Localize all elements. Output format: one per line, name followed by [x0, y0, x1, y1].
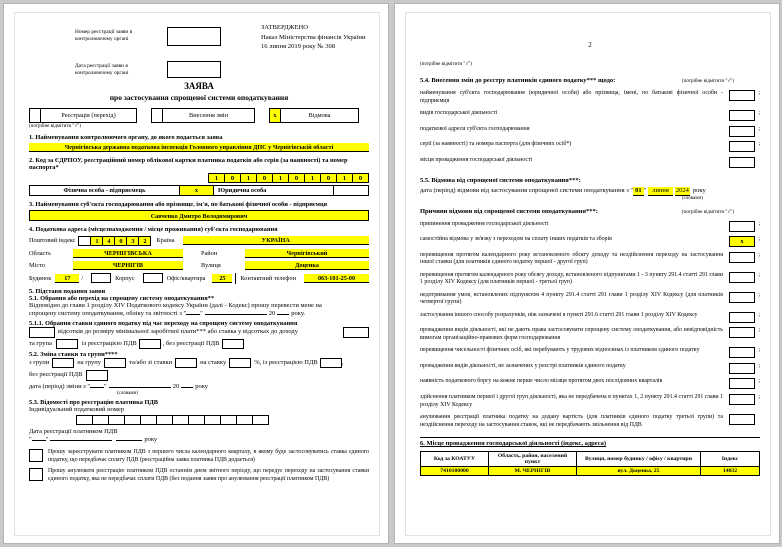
region-field[interactable]: ЧЕРНІГІВСЬКА: [73, 249, 183, 258]
phone-label: Контактний телефон: [240, 274, 297, 282]
office-label: Офіс/квартира: [166, 274, 206, 282]
ipn-digit[interactable]: [204, 415, 221, 425]
vat-day-input[interactable]: [32, 440, 46, 441]
ipn-digit[interactable]: [220, 415, 237, 425]
reason-checkbox[interactable]: [729, 272, 755, 283]
mode-checkbox-row: [29, 108, 369, 123]
postal-digit[interactable]: 1: [90, 236, 103, 246]
s54-item-sep: ;: [758, 110, 760, 116]
reason-checkbox[interactable]: x: [729, 236, 755, 247]
reason-sep: ;: [758, 378, 760, 385]
ipn-digit[interactable]: [236, 415, 253, 425]
reason-checkbox[interactable]: [729, 252, 755, 263]
block-field[interactable]: [143, 273, 163, 283]
house-field[interactable]: 17: [55, 274, 79, 283]
reason-sep: ;: [758, 362, 760, 369]
reason-text: наявність податкового боргу на кожне перше число місяця протягом двох послідовних кварталів: [420, 378, 663, 385]
label-refusal: Відмова: [281, 108, 359, 123]
reason-text: провадження видів діяльності, не зазначених у реєстрі платників єдиного податку: [420, 362, 626, 369]
edrpou-digit[interactable]: 0: [320, 173, 337, 183]
house-label: Будинок: [29, 274, 52, 282]
ipn-digit[interactable]: [252, 415, 269, 425]
reason-text: перевищення протягом календарного року обсягу доходу, встановленого підпунктами 1 - 3 пункту 291.4 статті 291 глави 1 розділу XIV Кодексу (для платників першої - третьої груп): [420, 271, 723, 286]
vat-reg-date-label: Дата реєстрації платником ПДВ: [29, 428, 118, 435]
s52-month-input[interactable]: [109, 387, 171, 388]
s55-month-field[interactable]: липня: [648, 187, 673, 196]
edrpou-digit[interactable]: 0: [352, 173, 369, 183]
section-4-title: 4. Податкова адреса (місцезнаходження / місце проживання) суб'єкта господарювання: [29, 226, 278, 233]
page-number: 2: [588, 41, 592, 49]
reason-text: анулювання реєстрації платника податку на додану вартість (для платників єдиного податку третьої групи) та нездійснення переходу на застосування ставок, які не передбачають звільнення від ПДВ: [420, 413, 723, 428]
vat-option-2-text: Прошу анулювати реєстрацію платником ПДВ останнім днем звітного періоду, що передує переходу на застосування ставки єдиного податку, яка не передбачає сплати ПДВ (без подання заяви про анулювання реєстрації платником ПДВ): [48, 468, 369, 482]
reason-sep: ;: [758, 236, 760, 243]
reason-text: припинення провадження господарської діяльності: [420, 220, 549, 227]
label-amendments: Внесення змін: [163, 108, 255, 123]
reason-item: [420, 347, 760, 358]
street-field[interactable]: Доценка: [245, 261, 369, 270]
s55-slovami-hint: (словами): [682, 196, 703, 202]
country-field[interactable]: УКРАЇНА: [183, 236, 369, 245]
s511-with-vat-input[interactable]: [139, 339, 161, 349]
section-5-4-header: [420, 77, 760, 85]
section-5-5-date-line: [420, 187, 760, 196]
section-5-1-1-title: 5.1.1. Обрання ставки єдиного податку під час переходу на спрощену систему оподаткування: [29, 319, 298, 327]
district-label: Район: [201, 249, 218, 257]
s54-item-checkbox[interactable]: [729, 141, 755, 152]
city-row: [29, 261, 369, 271]
s55-date-quote: ": [643, 187, 647, 195]
s54-item-text: найменування суб'єкта господарювання (юридичної особи) або прізвища, імені, по батькові фізичної особи - підприємця: [420, 89, 723, 104]
s54-item-sep: ;: [758, 141, 760, 147]
taxpayer-name-field[interactable]: Савченко Дмитро Володимирович: [29, 210, 369, 221]
reg-date-field[interactable]: [167, 61, 221, 78]
vat-date-quote-close: ": [45, 436, 49, 444]
col-region: Область, район, населений пункт: [489, 451, 577, 466]
payer-type-table: [29, 185, 369, 196]
reason-text: самостійна відмова у зв'язку з переходом на сплату інших податків та зборів: [420, 236, 612, 243]
section-5-1-1-group-line: [29, 339, 369, 349]
approved-line-3: 16 липня 2019 року № 308: [261, 43, 336, 51]
reason-sep: ;: [758, 327, 760, 334]
approved-line-2: Наказ Міністерства фінансів України: [261, 33, 366, 41]
label-legal-entity: Юридична особа: [214, 186, 334, 195]
business-locations-table: [420, 451, 760, 476]
reason-item: [420, 327, 760, 343]
s52-slovami-hint: (словами): [117, 391, 138, 397]
vat-date-suffix: року: [144, 436, 158, 444]
house-sub-field[interactable]: [91, 273, 111, 283]
s52-to-rate-label: на ставку: [200, 358, 227, 366]
city-label: Місто: [29, 262, 45, 269]
checkbox-amendments[interactable]: [151, 108, 163, 123]
tax-authority-field[interactable]: Чернігівська державна податкова інспекція Головного управління ДПС у Чернігівській області: [29, 143, 369, 152]
section-5-4-hint: (потрібне відмітити "√"): [682, 79, 734, 85]
s54-item: [420, 110, 760, 121]
reason-sep: ;: [758, 220, 760, 227]
s54-item-text: видів господарської діяльності: [420, 110, 498, 116]
section-5-1-text-a: Відповідно до глави 1 розділу XIV Податкового кодексу України (далі - Кодекс) прошу перевести мене на: [29, 302, 322, 309]
mode-hint: (потрібне відмітити "√"): [29, 124, 81, 129]
s52-day-input[interactable]: [90, 387, 104, 388]
checkbox-refusal[interactable]: x: [269, 108, 281, 123]
region-label: Область: [29, 249, 51, 257]
ipn-label: Індивідуальний податковий номер: [29, 405, 124, 413]
approved-line-1: ЗАТВЕРДЖЕНО: [261, 24, 309, 31]
reason-sep: ;: [758, 311, 760, 318]
reason-checkbox[interactable]: [729, 378, 755, 389]
phone-field[interactable]: 063-101-25-00: [304, 274, 369, 283]
ipn-digit[interactable]: [188, 415, 205, 425]
reason-checkbox[interactable]: [729, 221, 755, 232]
table-header-row: [421, 451, 760, 466]
s54-item-checkbox[interactable]: [729, 126, 755, 137]
reason-text: недотримання умов, встановлених підпунктом 4 пункту 291.4 статті 291 глави 1 розділу XIV Кодексу (для платників четвертої групи): [420, 291, 723, 306]
edrpou-digit[interactable]: 0: [224, 173, 241, 183]
reason-sep: ;: [758, 393, 760, 400]
block-label: Корпус: [115, 274, 135, 282]
postal-index-row: [29, 236, 369, 246]
ipn-digit[interactable]: [124, 415, 141, 425]
vat-date-quote-open: ": [29, 436, 32, 444]
s52-with-vat-input[interactable]: [320, 358, 342, 368]
reason-text: застосування іншого способу розрахунків, ніж зазначені в пункті 291.6 статті 291 глави 1 розділу XIV Кодексу: [420, 311, 698, 318]
reason-checkbox[interactable]: [729, 363, 755, 374]
section-5-1-1-text-c: із реєстрацією ПДВ: [81, 339, 137, 347]
s54-item-checkbox[interactable]: [729, 90, 755, 101]
region-row: [29, 248, 369, 258]
s52-no-vat-input[interactable]: [86, 370, 108, 381]
s54-item: [420, 90, 760, 106]
s54-item-checkbox[interactable]: [729, 157, 755, 168]
ipn-digit-row: [77, 415, 369, 425]
reason-text: перевищення чисельності фізичних осіб, які перебувають у трудових відносинах із платником єдиного податку: [420, 347, 700, 354]
cell-region[interactable]: М. ЧЕРНІГІВ: [489, 466, 577, 475]
s51-month-input[interactable]: [205, 314, 267, 315]
s511-group-input[interactable]: [56, 339, 78, 349]
ipn-digit[interactable]: [108, 415, 125, 425]
section-5-1-1-text-a: відсотків до розміру мінімальної заробітної плати*** або ставка у відсотках до доходу: [58, 328, 298, 336]
s55-year-field[interactable]: 2024: [675, 187, 690, 196]
reason-text: провадження видів діяльності, які не дають права застосовувати спрощену систему оподаткування, або невідповідність вимогам організаційно-правових форм господарювання: [420, 327, 723, 342]
edrpou-digit[interactable]: 1: [336, 173, 353, 183]
edrpou-digit[interactable]: 1: [304, 173, 321, 183]
edrpou-digit[interactable]: 0: [256, 173, 273, 183]
ipn-digit[interactable]: [92, 415, 109, 425]
reg-number-field[interactable]: [167, 27, 221, 46]
vat-option-1-text: Прошу зареєструвати платником ПДВ з першого числа календарного кварталу, в якому буде застосовуватись ставка єдиного податку, що передбачає сплату ПДВ (реєстраційна заява платника ПДВ додається): [48, 448, 369, 463]
table-row[interactable]: [421, 466, 760, 475]
form-header: [29, 19, 369, 77]
s52-from-group-label: з групи: [29, 358, 50, 366]
reason-item: [420, 272, 760, 288]
reason-sep: ;: [758, 251, 760, 258]
house-row: Будинок 17 / Корпус Офіс/квартира 25 Контактний телефон 063-101-25-00: [29, 273, 369, 283]
ipn-digit[interactable]: [76, 415, 93, 425]
page-2-sheet: [405, 12, 771, 536]
section-5-4-title: 5.4. Внесення змін до реєстру платників єдиного податку*** щодо:: [420, 77, 616, 84]
reasons-title: Причини відмови від спрощеної системи оподаткування***:: [420, 207, 598, 215]
document-page-2: [394, 3, 780, 544]
edrpou-digit[interactable]: 1: [272, 173, 289, 183]
reason-sep: ;: [758, 291, 760, 298]
reason-item: [420, 221, 760, 232]
s52-year-input[interactable]: [181, 387, 193, 388]
vat-option-1-row: [29, 449, 369, 464]
district-field[interactable]: Чернігівський: [245, 249, 369, 258]
s52-date-prefix: дата (період) зміни з ": [29, 382, 91, 390]
ipn-digit[interactable]: [172, 415, 189, 425]
vat-month-input[interactable]: [50, 440, 112, 441]
reason-sep: ;: [758, 347, 760, 354]
cell-index[interactable]: 14032: [701, 466, 760, 475]
s52-to-group-label: на групу: [77, 358, 102, 366]
edrpou-digit[interactable]: 1: [240, 173, 257, 183]
s511-rate-input[interactable]: [29, 327, 55, 338]
reason-item: [420, 236, 760, 247]
edrpou-digit-row: [29, 173, 369, 183]
section-3-title: 3. Найменування суб'єкта господарювання або прізвище, ім'я, по батькові фізичної особи - підприємця: [29, 201, 328, 208]
s54-item: [420, 141, 760, 152]
section-5-5-title: 5.5. Відмова від спрощеної системи оподаткування***:: [420, 176, 581, 184]
form-subtitle: про застосування спрощеної системи оподаткування: [109, 93, 289, 102]
s55-day-field[interactable]: 01: [633, 187, 644, 196]
section-5-2-line-2: [29, 370, 369, 381]
reason-item: [420, 394, 760, 410]
reason-text: перевищення протягом календарного року встановленого обсягу доходу та нездійснення переходу на застосування іншої ставки (для платників єдиного податку першої - другої груп): [420, 251, 723, 266]
section-5-1-1-rate-line: [29, 327, 369, 338]
s55-date-prefix: дата (період) відмови від застосування спрощеної системи оподаткування з ": [420, 187, 634, 195]
section-5-title: 5. Підстави подання заяви: [29, 288, 106, 295]
s52-date-quote: ": [104, 382, 107, 390]
section-5-1-1-text-b: та група: [29, 339, 52, 347]
edrpou-digit[interactable]: 0: [288, 173, 305, 183]
s54-item: [420, 157, 760, 168]
section-1-title: 1. Найменування контролюючого органу, до якого подається заява: [29, 134, 223, 141]
reason-item: [420, 252, 760, 268]
reg-number-label: Номер реєстрації заяви в контролюючому органі: [75, 29, 133, 43]
section-5-2-line-1: з групи на групу та/або зі ставки на ставку %, із реєстрацією ПДВ ,: [29, 358, 369, 368]
reason-checkbox[interactable]: [729, 347, 755, 358]
s52-from-rate-label: та/або зі ставки: [129, 358, 173, 366]
s54-item: [420, 126, 760, 137]
section-5-1-text-e: року.: [291, 310, 306, 318]
reason-checkbox[interactable]: [729, 394, 755, 405]
form-title: ЗАЯВА: [184, 81, 214, 91]
s52-year-prefix: 20: [172, 382, 180, 390]
edrpou-digit[interactable]: 1: [208, 173, 225, 183]
section-2-title: 2. Код за ЄДРПОУ, реєстраційний номер облікової картки платника податків або серія (за наявності) та номер паспорта*: [29, 157, 348, 171]
postal-digit[interactable]: 0: [114, 236, 127, 246]
s52-from-group-input[interactable]: [52, 358, 74, 368]
s54-item-checkbox[interactable]: [729, 110, 755, 121]
s511-no-vat-input[interactable]: [222, 339, 244, 349]
s54-item-sep: ;: [758, 125, 760, 132]
reasons-header: [420, 208, 760, 216]
vat-reg-date-line: [29, 436, 369, 444]
section-5-2-date-line: [29, 383, 369, 391]
section-5-1-1-text-d: , без реєстрації ПДВ: [162, 339, 220, 347]
approval-block: [261, 23, 365, 52]
s52-from-rate-input[interactable]: [175, 358, 197, 368]
reason-sep: ;: [758, 271, 760, 278]
s52-to-group-input[interactable]: [104, 358, 126, 368]
vat-option-2-row: [29, 468, 369, 483]
col-street: Вулиця, номер будинку / офісу / квартири: [577, 451, 701, 466]
s54-item-sep: ;: [758, 89, 760, 96]
section-5-1-quote: ": [200, 310, 203, 318]
checkbox-vat-register[interactable]: [29, 449, 43, 462]
checkbox-registration[interactable]: [29, 108, 41, 123]
section-5-1-title: 5.1. Обрання або перехід на спрощену систему оподаткування**: [29, 295, 215, 302]
vat-year-input[interactable]: [116, 440, 142, 441]
label-individual-entrepreneur: Фізична особа - підприємець: [30, 186, 180, 195]
s54-item-text: серії (за наявності) та номера паспорта (для фізичних осіб*): [420, 141, 572, 147]
city-field[interactable]: ЧЕРНІГІВ: [73, 261, 183, 270]
s51-day-input[interactable]: [186, 314, 200, 315]
label-registration: Реєстрація (перехід): [41, 108, 137, 123]
reason-checkbox[interactable]: [729, 312, 755, 323]
postal-index-label: Поштовий індекс: [29, 237, 76, 244]
postal-digit[interactable]: 4: [102, 236, 115, 246]
section-6-title: 6. Місце провадження господарської діяльності (індекс, адреса): [420, 440, 607, 448]
street-label: Вулиця: [201, 262, 221, 269]
reason-item: [420, 414, 760, 430]
reason-checkbox[interactable]: [729, 292, 755, 303]
country-label: Країна: [156, 237, 175, 244]
mark-legal-entity[interactable]: [334, 186, 368, 195]
cell-koatuu[interactable]: 7410100000: [421, 466, 489, 475]
col-koatuu: Код за КОАТУУ: [421, 451, 489, 466]
ipn-digit[interactable]: [140, 415, 157, 425]
ipn-digit[interactable]: [156, 415, 173, 425]
s54-item-text: податкової адреси суб'єкта господарювання: [420, 125, 530, 132]
s52-year-suffix: року: [195, 382, 209, 390]
reason-item: [420, 363, 760, 374]
document-page-1: [3, 3, 389, 544]
s52-with-vat-label: %, із реєстрацією ПДВ: [254, 358, 318, 366]
s51-year-input[interactable]: [277, 314, 289, 315]
reg-date-label: Дата реєстрації заяви в контролюючому органі: [75, 63, 129, 77]
reason-text: здійснення платником першої і другої груп діяльності, яка не передбачена в пунктах 1, 2 пункту 291.4 статті 291 глави 1 розділу XIV Кодексу: [420, 393, 723, 408]
section-5-2-title: 5.2. Зміна ставки та групи****: [29, 350, 118, 358]
postal-digit[interactable]: 2: [138, 236, 151, 246]
postal-digit[interactable]: 3: [126, 236, 139, 246]
reasons-hint: (потрібне відмітити "√"): [682, 209, 734, 215]
section-5-3-title: 5.3. Відомості про реєстрацію платника ПДВ: [29, 398, 159, 406]
checkbox-vat-cancel[interactable]: [29, 468, 43, 481]
section-5-1-year-prefix: 20: [268, 310, 276, 318]
section-5-1-date-line: [29, 310, 369, 318]
s52-no-vat-label: без реєстрації ПДВ: [29, 371, 83, 379]
reason-checkbox[interactable]: [729, 327, 755, 338]
cell-street[interactable]: вул. Доценка, 25: [577, 466, 701, 475]
section-5-1-text-b: спрощену систему оподаткування, обліку та звітності з ": [29, 310, 187, 318]
reason-checkbox[interactable]: [729, 414, 755, 425]
mark-individual-entrepreneur[interactable]: x: [180, 186, 214, 195]
s54-item-text: місця провадження господарської діяльності: [420, 156, 533, 163]
page-1-sheet: [14, 12, 380, 536]
s511-income-rate-input[interactable]: [343, 327, 369, 338]
office-field[interactable]: 25: [212, 274, 232, 283]
col-index: Індекс: [701, 451, 760, 466]
s52-to-rate-input[interactable]: [229, 358, 251, 368]
page-2-top-hint: (потрібне відмітити "√"): [420, 62, 472, 67]
reason-item: [420, 312, 760, 323]
reason-item: [420, 378, 760, 389]
s55-date-suffix: року: [692, 187, 706, 195]
reason-item: [420, 292, 760, 308]
